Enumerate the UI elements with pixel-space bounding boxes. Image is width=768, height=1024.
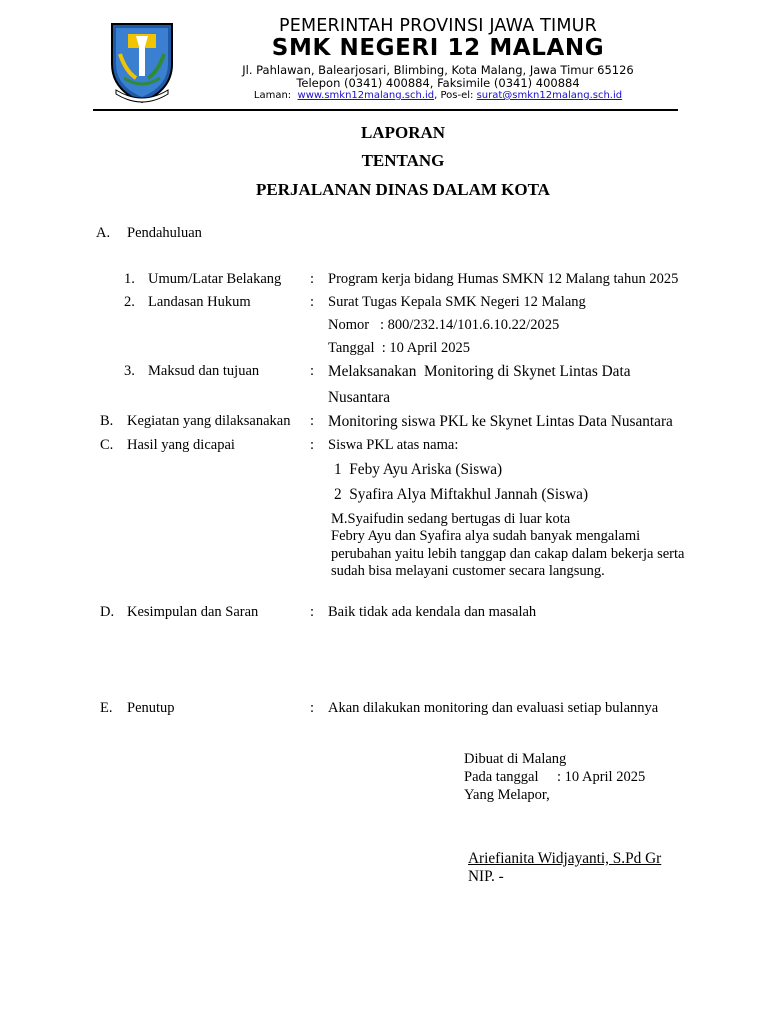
- item-1-number: 1.: [124, 271, 135, 287]
- section-c-value: Siswa PKL atas nama:: [328, 437, 459, 453]
- student-1: 1 Feby Ayu Ariska (Siswa): [334, 461, 503, 478]
- report-title-line1: LAPORAN: [360, 123, 446, 142]
- section-d-letter: D.: [100, 604, 115, 620]
- section-c-label: Hasil yang dicapai: [127, 437, 235, 453]
- result-note-line2: Febry Ayu dan Syafira alya sudah banyak mengalami: [331, 528, 641, 544]
- item-2-letter-date: Tanggal : 10 April 2025: [328, 340, 470, 356]
- section-e-letter: E.: [100, 700, 113, 716]
- section-b-colon: :: [310, 413, 315, 429]
- item-1-colon: :: [310, 271, 315, 287]
- item-3-value-continued: Nusantara: [328, 389, 391, 406]
- school-contacts: [200, 90, 676, 101]
- student-2: 2 Syafira Alya Miftakhul Jannah (Siswa): [334, 486, 589, 503]
- web-label: Laman:: [253, 90, 292, 101]
- section-e-label: Penutup: [127, 700, 175, 716]
- signature-reporter: Yang Melapor,: [464, 787, 550, 803]
- item-3-value: Melaksanakan Monitoring di Skynet Lintas Data: [328, 363, 631, 380]
- section-b-value: Monitoring siswa PKL ke Skynet Lintas Data Nusantara: [328, 413, 673, 430]
- section-c-letter: C.: [100, 437, 114, 453]
- letterhead-divider: [93, 109, 678, 111]
- item-3-label: Maksud dan tujuan: [148, 363, 260, 379]
- section-d-colon: :: [310, 604, 315, 620]
- item-1-value: Program kerja bidang Humas SMKN 12 Malang tahun 2025: [328, 271, 679, 287]
- signature-date-label: Pada tanggal: [464, 769, 539, 785]
- item-1-label: Umum/Latar Belakang: [148, 271, 282, 287]
- email-link[interactable]: surat@smkn12malang.sch.id: [476, 90, 623, 101]
- school-phone: Telepon (0341) 400884, Faksimile (0341) 400884: [296, 76, 580, 90]
- section-e-value: Akan dilakukan monitoring dan evaluasi setiap bulannya: [328, 700, 659, 716]
- signature-date-value: : 10 April 2025: [557, 769, 646, 785]
- item-2-value: Surat Tugas Kepala SMK Negeri 12 Malang: [328, 294, 586, 310]
- website-link[interactable]: www.smkn12malang.sch.id: [297, 90, 435, 101]
- section-b-letter: B.: [100, 413, 114, 429]
- section-a-label: Pendahuluan: [127, 225, 202, 241]
- section-c-colon: :: [310, 437, 315, 453]
- section-e-colon: :: [310, 700, 315, 716]
- result-note-line4: sudah bisa melayani customer secara langsung.: [331, 563, 605, 579]
- school-name: SMK NEGERI 12 MALANG: [271, 35, 605, 61]
- report-title-line2: TENTANG: [361, 151, 445, 170]
- item-2-label: Landasan Hukum: [148, 294, 251, 310]
- school-address: Jl. Pahlawan, Balearjosari, Blimbing, Kota Malang, Jawa Timur 65126: [242, 63, 634, 77]
- item-2-colon: :: [310, 294, 315, 310]
- signatory-name: Ariefianita Widjayanti, S.Pd Gr: [468, 850, 662, 867]
- signatory-nip: NIP. -: [468, 868, 504, 885]
- email-label: , Pos-el:: [434, 90, 474, 101]
- report-title-line3: PERJALANAN DINAS DALAM KOTA: [256, 180, 550, 199]
- item-2-letter-number: Nomor : 800/232.14/101.6.10.22/2025: [328, 317, 560, 333]
- section-d-value: Baik tidak ada kendala dan masalah: [328, 604, 537, 620]
- result-note-line3: perubahan yaitu lebih tanggap dan cakap dalam bekerja serta: [331, 546, 685, 562]
- government-name: PEMERINTAH PROVINSI JAWA TIMUR: [278, 16, 598, 36]
- item-3-number: 3.: [124, 363, 135, 379]
- section-d-label: Kesimpulan dan Saran: [127, 604, 259, 620]
- east-java-coat-of-arms-logo: [106, 20, 178, 106]
- signature-place: Dibuat di Malang: [464, 751, 567, 767]
- section-b-label: Kegiatan yang dilaksanakan: [127, 413, 291, 429]
- result-note-line1: M.Syaifudin sedang bertugas di luar kota: [331, 511, 571, 527]
- item-3-colon: :: [310, 363, 315, 379]
- item-2-number: 2.: [124, 294, 135, 310]
- section-a-letter: A.: [96, 225, 111, 241]
